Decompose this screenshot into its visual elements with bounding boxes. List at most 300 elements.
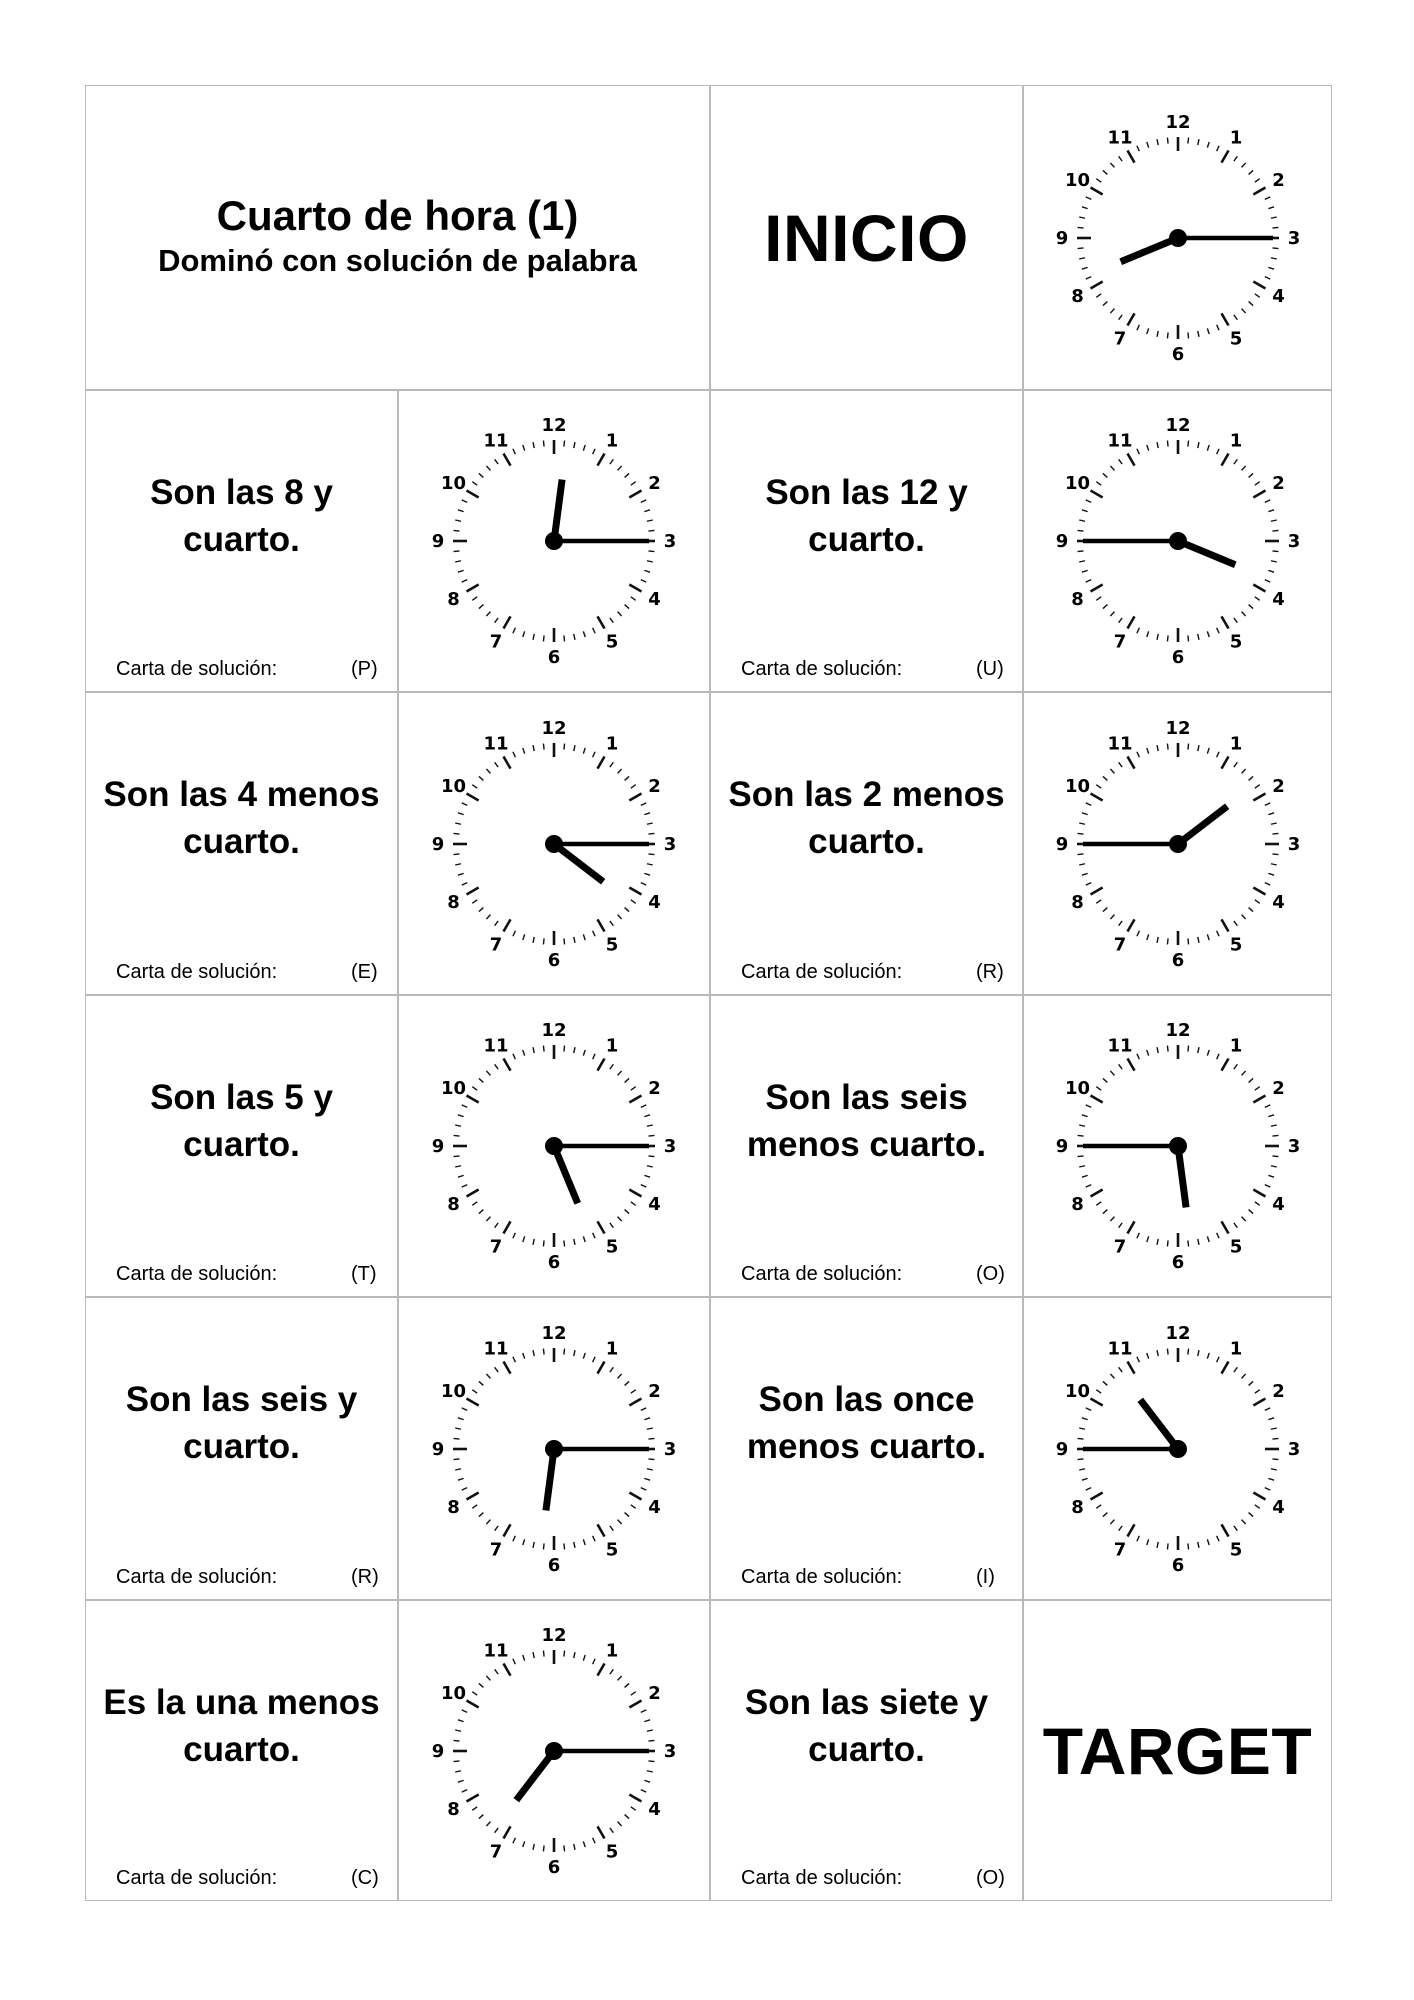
end-label: TARGET xyxy=(1042,1713,1313,1788)
minute-tick xyxy=(593,1658,595,1663)
minute-tick xyxy=(458,1478,464,1480)
clock-number: 3 xyxy=(663,1136,677,1157)
hour-tick xyxy=(1253,281,1265,288)
minute-tick xyxy=(1102,907,1106,911)
minute-tick xyxy=(618,1217,622,1221)
minute-tick xyxy=(1216,324,1218,329)
minute-tick xyxy=(513,449,515,454)
minute-tick xyxy=(1157,1541,1158,1547)
minute-tick xyxy=(1102,1381,1106,1385)
minute-tick xyxy=(1085,1407,1090,1409)
minute-tick xyxy=(462,1789,467,1791)
minute-tick xyxy=(574,1350,575,1356)
minute-tick xyxy=(1167,1543,1168,1549)
minute-tick xyxy=(454,1740,460,1741)
minute-tick xyxy=(1187,137,1188,143)
minute-tick xyxy=(1233,1367,1237,1372)
hour-hand xyxy=(1178,541,1235,565)
minute-tick xyxy=(486,1373,490,1377)
header-cell xyxy=(85,85,710,390)
minute-tick xyxy=(533,1541,534,1547)
hour-tick xyxy=(1253,1096,1265,1103)
minute-tick xyxy=(644,1478,650,1480)
minute-tick xyxy=(1187,1240,1188,1246)
clock-number: 12 xyxy=(541,1322,567,1344)
minute-tick xyxy=(1081,1478,1087,1480)
solution-line xyxy=(741,1263,1012,1286)
minute-tick xyxy=(1118,618,1122,623)
minute-tick xyxy=(462,1105,467,1107)
minute-tick xyxy=(454,1760,460,1761)
minute-tick xyxy=(486,914,490,918)
minute-tick xyxy=(472,784,477,788)
minute-tick xyxy=(1254,899,1259,903)
minute-tick xyxy=(631,1087,636,1091)
solution-line xyxy=(741,961,1012,984)
minute-tick xyxy=(1077,530,1083,531)
hour-tick xyxy=(1127,150,1134,162)
card-sentence: Son las 8 y cuarto. xyxy=(150,473,333,559)
clock-number: 2 xyxy=(1271,1078,1285,1099)
minute-tick xyxy=(1272,530,1278,531)
sentence-card xyxy=(710,995,1023,1297)
minute-tick xyxy=(610,618,614,623)
minute-tick xyxy=(648,530,654,531)
clock-number: 6 xyxy=(547,647,561,668)
clock-number: 7 xyxy=(489,631,503,653)
minute-tick xyxy=(1248,1078,1252,1082)
clock-number: 12 xyxy=(1164,1322,1191,1344)
minute-tick xyxy=(543,1240,544,1246)
sentence-card xyxy=(710,390,1023,692)
minute-tick xyxy=(647,561,653,562)
hour-tick xyxy=(629,1190,641,1197)
minute-tick xyxy=(1197,936,1198,942)
hour-tick xyxy=(467,1700,479,1707)
minute-tick xyxy=(1110,1217,1114,1221)
minute-tick xyxy=(1118,156,1122,161)
clock-number: 12 xyxy=(1164,1020,1191,1041)
minute-tick xyxy=(495,1367,499,1372)
minute-tick xyxy=(647,1125,653,1126)
minute-tick xyxy=(495,1525,499,1530)
solution-line xyxy=(741,1566,1012,1589)
minute-tick xyxy=(486,1519,490,1523)
solution-line xyxy=(116,1263,387,1286)
sentence-card xyxy=(85,692,398,995)
minute-tick xyxy=(1077,1438,1083,1439)
minute-tick xyxy=(1248,1512,1252,1516)
solution-prefix: Carta de solución: xyxy=(741,961,903,983)
minute-tick xyxy=(454,1135,460,1136)
minute-tick xyxy=(1102,605,1106,609)
minute-tick xyxy=(1207,141,1209,147)
minute-tick xyxy=(1167,1348,1168,1354)
minute-tick xyxy=(1110,768,1114,772)
minute-tick xyxy=(543,1543,544,1549)
card-sentence: Son las 12 y cuarto. xyxy=(765,473,968,559)
minute-tick xyxy=(479,1512,483,1516)
minute-tick xyxy=(1167,441,1168,447)
clock-card xyxy=(1023,995,1332,1297)
clock-number: 7 xyxy=(489,1840,503,1862)
minute-tick xyxy=(533,1047,534,1053)
clock-face xyxy=(404,1601,704,1901)
minute-tick xyxy=(644,570,650,572)
minute-tick xyxy=(644,1175,650,1177)
minute-tick xyxy=(1254,784,1259,788)
minute-tick xyxy=(618,914,622,918)
minute-tick xyxy=(1187,332,1188,338)
minute-tick xyxy=(1207,1236,1209,1242)
clock-number: 1 xyxy=(1229,1035,1242,1057)
minute-tick xyxy=(1241,768,1245,772)
minute-tick xyxy=(458,510,464,512)
minute-tick xyxy=(583,1654,585,1660)
minute-tick xyxy=(1268,1175,1274,1177)
minute-tick xyxy=(1077,833,1083,834)
minute-tick xyxy=(1264,580,1269,582)
minute-tick xyxy=(1167,938,1168,944)
clock-center xyxy=(1169,835,1187,853)
minute-tick xyxy=(1167,332,1168,338)
hour-tick xyxy=(1253,1190,1265,1197)
minute-tick xyxy=(1077,1156,1083,1157)
minute-tick xyxy=(1270,863,1276,864)
minute-tick xyxy=(1136,751,1138,756)
clock-number: 9 xyxy=(431,1438,445,1460)
minute-tick xyxy=(1157,330,1158,336)
minute-tick xyxy=(625,1381,629,1385)
clock-number: 2 xyxy=(648,1078,661,1099)
minute-tick xyxy=(1146,1236,1148,1242)
minute-tick xyxy=(472,1806,477,1810)
hour-tick xyxy=(504,1524,511,1536)
clock-number: 10 xyxy=(1064,1380,1090,1402)
minute-tick xyxy=(495,1064,499,1069)
clock-number: 3 xyxy=(1287,227,1300,249)
minute-tick xyxy=(1207,934,1209,940)
minute-tick xyxy=(458,1417,464,1419)
clock-number: 7 xyxy=(1113,631,1126,653)
minute-tick xyxy=(1167,743,1168,749)
minute-tick xyxy=(455,1730,461,1731)
minute-tick xyxy=(479,1683,483,1687)
clock-face xyxy=(404,1299,704,1599)
clock-number: 12 xyxy=(541,1624,567,1646)
minute-tick xyxy=(1157,139,1158,145)
minute-tick xyxy=(462,802,467,804)
minute-tick xyxy=(1102,1210,1106,1214)
minute-tick xyxy=(625,1210,629,1214)
minute-tick xyxy=(1146,631,1148,637)
minute-tick xyxy=(1118,920,1122,925)
minute-tick xyxy=(1187,1543,1188,1549)
page-subtitle: Dominó con solución de palabra xyxy=(158,243,637,279)
minute-tick xyxy=(593,1356,595,1361)
hour-tick xyxy=(598,1361,605,1373)
minute-tick xyxy=(454,1156,460,1157)
minute-tick xyxy=(1096,1087,1101,1091)
clock-number: 3 xyxy=(1287,531,1300,552)
minute-tick xyxy=(1207,445,1209,451)
clock-number: 3 xyxy=(1287,1136,1300,1157)
minute-tick xyxy=(1118,1223,1122,1228)
clock-number: 5 xyxy=(605,631,619,653)
minute-tick xyxy=(1241,914,1245,918)
hour-tick xyxy=(467,1398,479,1405)
minute-tick xyxy=(1085,802,1090,804)
minute-tick xyxy=(1079,257,1085,258)
clock-number: 4 xyxy=(1271,891,1285,913)
solution-prefix: Carta de solución: xyxy=(116,961,278,983)
hour-tick xyxy=(1127,1059,1134,1071)
minute-tick xyxy=(479,1814,483,1818)
solution-prefix: Carta de solución: xyxy=(741,1263,903,1285)
minute-tick xyxy=(1136,1233,1138,1238)
minute-tick xyxy=(1096,784,1101,788)
minute-tick xyxy=(1197,1047,1198,1053)
minute-tick xyxy=(593,1535,595,1540)
hour-tick xyxy=(1090,1190,1102,1197)
minute-tick xyxy=(523,747,525,753)
minute-tick xyxy=(647,863,653,864)
minute-tick xyxy=(647,1730,653,1731)
clock-number: 7 xyxy=(1113,1538,1126,1560)
minute-tick xyxy=(1146,445,1148,451)
minute-tick xyxy=(495,459,499,464)
minute-tick xyxy=(1187,441,1188,447)
clock-number: 6 xyxy=(1171,647,1184,668)
clock-number: 11 xyxy=(1106,733,1133,755)
card-sentence: Son las 5 y cuarto. xyxy=(150,1078,333,1164)
minute-tick xyxy=(495,618,499,623)
clock-number: 7 xyxy=(489,933,503,955)
hour-hand xyxy=(554,1146,578,1203)
clock-card xyxy=(1023,1297,1332,1600)
minute-tick xyxy=(1268,206,1274,208)
clock-center xyxy=(545,1137,563,1155)
minute-tick xyxy=(1102,473,1106,477)
hour-tick xyxy=(504,1826,511,1838)
minute-tick xyxy=(631,482,636,486)
minute-tick xyxy=(533,442,534,448)
minute-tick xyxy=(1146,1539,1148,1545)
clock-number: 1 xyxy=(605,733,619,755)
minute-tick xyxy=(1197,442,1198,448)
minute-tick xyxy=(543,635,544,641)
minute-tick xyxy=(1077,853,1083,854)
minute-tick xyxy=(462,882,467,884)
hour-tick xyxy=(1127,454,1134,466)
minute-tick xyxy=(618,1373,622,1377)
hour-tick xyxy=(467,1190,479,1197)
minute-tick xyxy=(593,751,595,756)
minute-tick xyxy=(1167,137,1168,143)
minute-tick xyxy=(1233,156,1237,161)
minute-tick xyxy=(564,441,565,447)
minute-tick xyxy=(455,1468,461,1469)
solution-letter: (R) xyxy=(976,961,1004,983)
sentence-card xyxy=(710,692,1023,995)
minute-tick xyxy=(1207,1352,1209,1358)
minute-tick xyxy=(1264,276,1269,278)
hour-tick xyxy=(629,1700,641,1707)
minute-tick xyxy=(1233,459,1237,464)
minute-tick xyxy=(1110,612,1114,616)
clock-number: 4 xyxy=(648,589,661,610)
minute-tick xyxy=(543,743,544,749)
clock-number: 10 xyxy=(1064,473,1090,494)
solution-letter: (C) xyxy=(351,1867,379,1889)
minute-tick xyxy=(1270,520,1276,521)
minute-tick xyxy=(1270,1468,1276,1469)
minute-tick xyxy=(472,1087,477,1091)
minute-tick xyxy=(472,1691,477,1695)
hour-tick xyxy=(504,919,511,931)
minute-tick xyxy=(543,1348,544,1354)
clock-card xyxy=(398,692,710,995)
minute-tick xyxy=(1254,293,1259,297)
card-sentence: Son las 2 menos cuarto. xyxy=(728,775,1005,861)
clock-number: 6 xyxy=(547,949,561,971)
clock-face xyxy=(1028,391,1328,691)
minute-tick xyxy=(1136,1054,1138,1059)
clock-face xyxy=(404,694,704,994)
minute-tick xyxy=(486,466,490,470)
minute-tick xyxy=(1157,745,1158,751)
minute-tick xyxy=(486,1217,490,1221)
minute-tick xyxy=(458,1175,464,1177)
hour-tick xyxy=(1253,887,1265,894)
hour-hand xyxy=(1178,806,1227,844)
minute-tick xyxy=(1096,1504,1101,1508)
clock-number: 9 xyxy=(431,833,445,855)
minute-tick xyxy=(610,1223,614,1228)
minute-tick xyxy=(1270,217,1276,218)
card-sentence: Son las siete y cuarto. xyxy=(744,1683,989,1769)
minute-tick xyxy=(479,605,483,609)
clock-number: 10 xyxy=(441,1380,467,1402)
solution-letter: (I) xyxy=(976,1566,995,1588)
clock-card xyxy=(1023,692,1332,995)
clock-number: 11 xyxy=(1106,1338,1133,1360)
minute-tick xyxy=(1207,747,1209,753)
minute-tick xyxy=(647,1770,653,1771)
minute-tick xyxy=(533,1350,534,1356)
minute-tick xyxy=(593,449,595,454)
minute-tick xyxy=(513,751,515,756)
minute-tick xyxy=(1118,314,1122,319)
minute-tick xyxy=(1085,196,1090,198)
clock-center xyxy=(545,1440,563,1458)
minute-tick xyxy=(1272,1156,1278,1157)
minute-tick xyxy=(462,1407,467,1409)
minute-tick xyxy=(1079,823,1085,824)
minute-tick xyxy=(1264,882,1269,884)
minute-tick xyxy=(631,1806,636,1810)
minute-tick xyxy=(625,473,629,477)
minute-tick xyxy=(455,823,461,824)
clock-number: 3 xyxy=(663,1740,677,1762)
clock-number: 2 xyxy=(648,1682,661,1704)
minute-tick xyxy=(593,930,595,935)
minute-tick xyxy=(1110,466,1114,470)
minute-tick xyxy=(1248,170,1252,174)
minute-tick xyxy=(1079,217,1085,218)
hour-tick xyxy=(1090,585,1102,592)
minute-tick xyxy=(495,1223,499,1228)
clock-number: 4 xyxy=(648,1798,661,1820)
minute-tick xyxy=(631,899,636,903)
hour-tick xyxy=(1253,793,1265,800)
clock-number: 5 xyxy=(1229,1236,1242,1258)
clock-number: 12 xyxy=(541,1020,567,1041)
minute-tick xyxy=(574,936,575,942)
minute-tick xyxy=(1241,1071,1245,1075)
clock-number: 7 xyxy=(489,1538,503,1560)
minute-tick xyxy=(472,597,477,601)
minute-tick xyxy=(564,635,565,641)
minute-tick xyxy=(564,1845,565,1851)
minute-tick xyxy=(564,1046,565,1052)
clock-center xyxy=(1169,532,1187,550)
minute-tick xyxy=(574,442,575,448)
minute-tick xyxy=(543,441,544,447)
clock-number: 3 xyxy=(663,531,677,552)
minute-tick xyxy=(1167,1240,1168,1246)
minute-tick xyxy=(1264,1407,1269,1409)
minute-tick xyxy=(1102,1512,1106,1516)
clock-number: 10 xyxy=(1064,1078,1090,1099)
hour-tick xyxy=(1090,281,1102,288)
minute-tick xyxy=(1268,1478,1274,1480)
minute-tick xyxy=(455,1428,461,1429)
hour-tick xyxy=(1221,616,1228,628)
minute-tick xyxy=(1081,1175,1087,1177)
minute-tick xyxy=(1081,206,1087,208)
minute-tick xyxy=(1110,308,1114,312)
minute-tick xyxy=(1096,482,1101,486)
minute-tick xyxy=(1216,449,1218,454)
hour-tick xyxy=(1127,313,1134,325)
hour-tick xyxy=(1253,1398,1265,1405)
minute-tick xyxy=(1146,328,1148,334)
minute-tick xyxy=(1248,907,1252,911)
minute-tick xyxy=(1272,1135,1278,1136)
minute-tick xyxy=(458,873,464,875)
hour-tick xyxy=(629,1794,641,1801)
minute-tick xyxy=(1079,863,1085,864)
minute-tick xyxy=(462,500,467,502)
minute-tick xyxy=(1216,1233,1218,1238)
minute-tick xyxy=(641,1487,646,1489)
minute-tick xyxy=(618,768,622,772)
clock-number: 2 xyxy=(1271,775,1285,797)
minute-tick xyxy=(1118,762,1122,767)
hour-tick xyxy=(598,616,605,628)
minute-tick xyxy=(574,1047,575,1053)
minute-tick xyxy=(1197,745,1198,751)
minute-tick xyxy=(1146,1050,1148,1056)
minute-tick xyxy=(583,1236,585,1242)
minute-tick xyxy=(1077,247,1083,248)
minute-tick xyxy=(479,473,483,477)
hour-tick xyxy=(1221,1221,1228,1233)
minute-tick xyxy=(1085,1185,1090,1187)
minute-tick xyxy=(472,1504,477,1508)
solution-letter: (O) xyxy=(976,1867,1005,1889)
